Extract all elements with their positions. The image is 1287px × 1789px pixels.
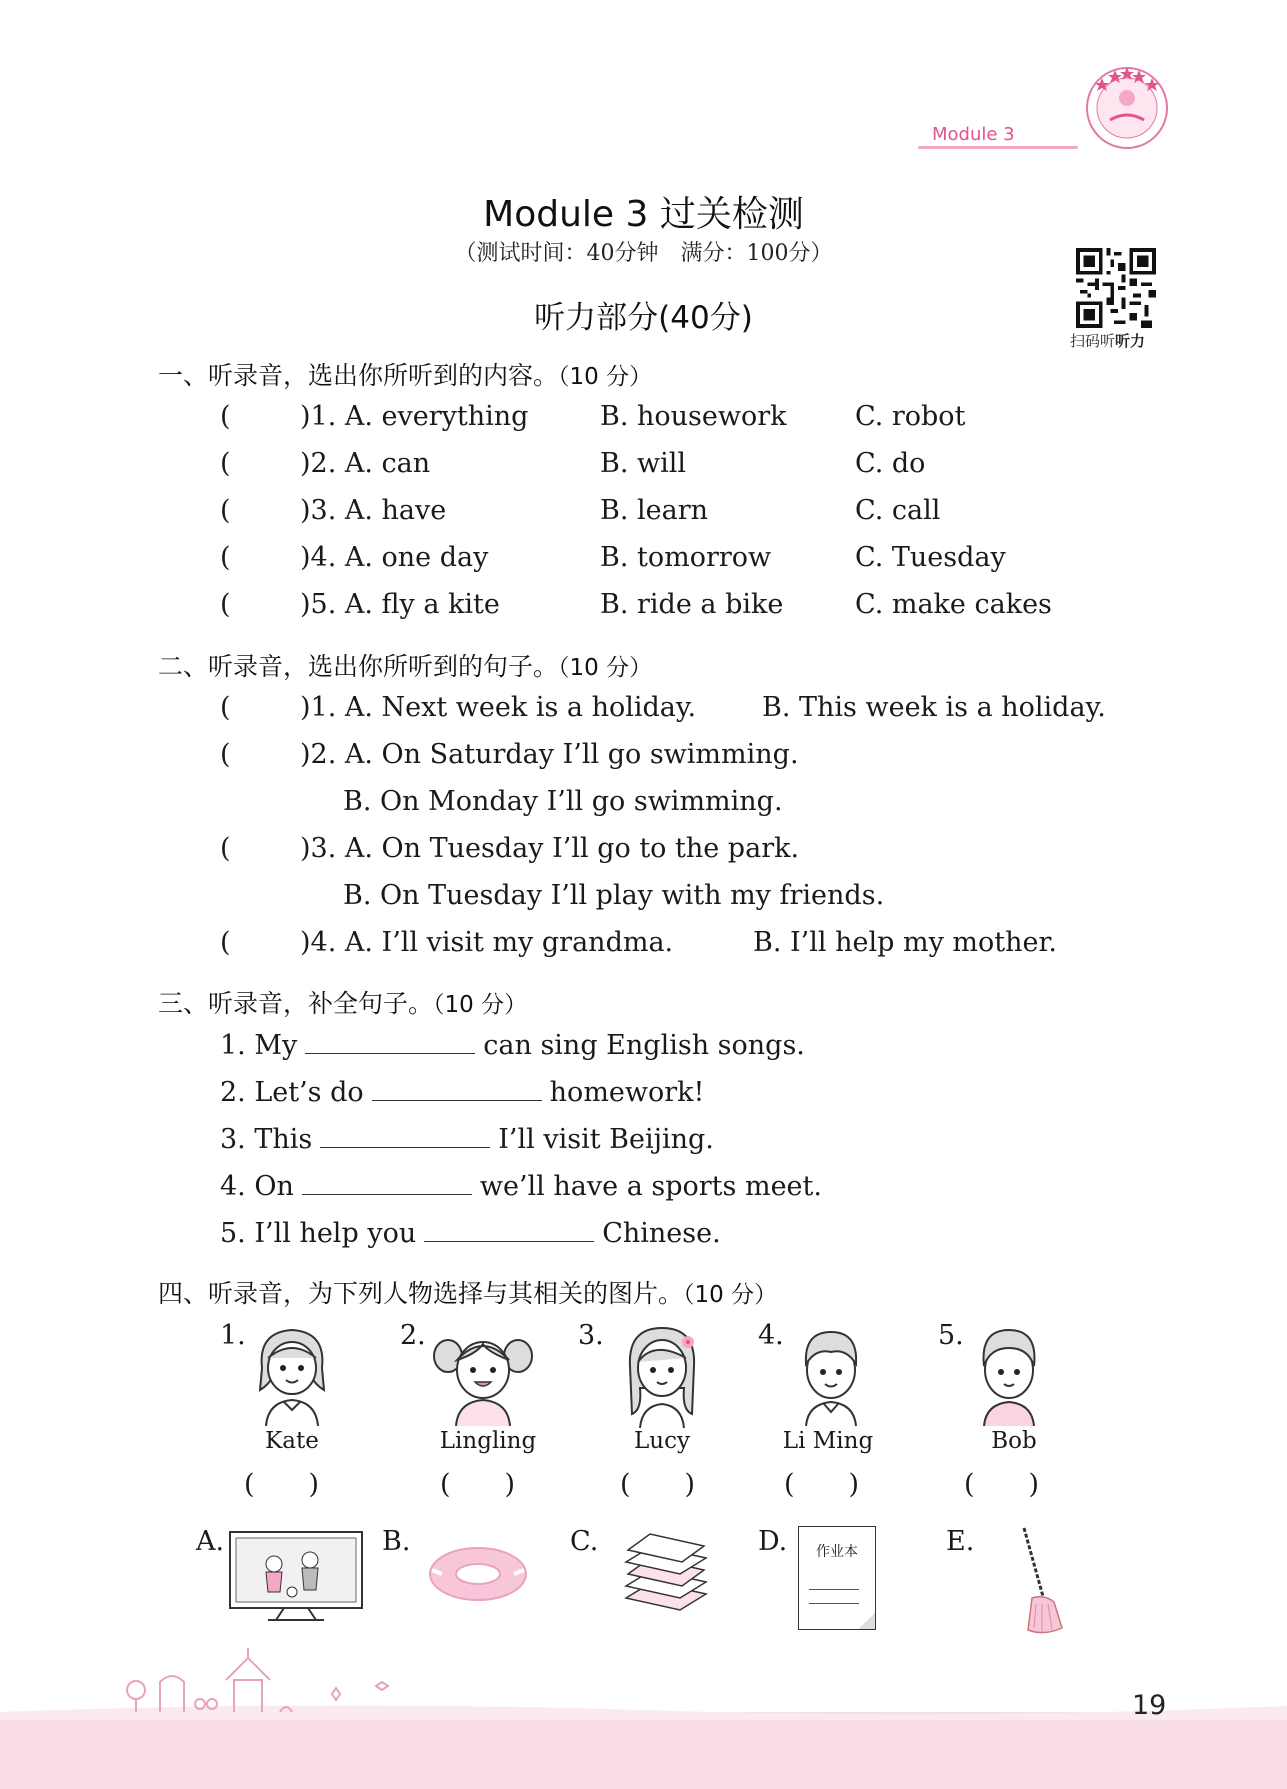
section2-item-2-option-b: B. On Monday I’ll go swimming. xyxy=(343,786,783,817)
page-subtitle: （测试时间：40分钟 满分：100分） xyxy=(454,241,833,266)
section4-heading: 四、听录音，为下列人物选择与其相关的图片。 xyxy=(158,1279,684,1308)
footer-decoration-icon xyxy=(0,1640,1287,1789)
section1-points: （10 分） xyxy=(558,364,653,390)
bob-portrait-icon xyxy=(964,1318,1054,1426)
section2-item-3-option-b: B. On Tuesday I’ll play with my friends. xyxy=(343,880,885,911)
fill-sentence-3-before: 3. This xyxy=(220,1124,313,1155)
picture-b-letter: B. xyxy=(382,1526,411,1557)
kate-portrait-icon xyxy=(244,1318,340,1426)
fill-sentence-5-before: 5. I’ll help you xyxy=(220,1218,417,1249)
part-title: 听力部分(40分) xyxy=(534,300,753,336)
module-tag: Module 3 xyxy=(932,124,1015,145)
person-2-answer-paren[interactable]: ( ) xyxy=(440,1469,516,1500)
fill-sentence-4-before: 4. On xyxy=(220,1171,294,1202)
person-5-number: 5. xyxy=(938,1320,964,1351)
section1-item-5-option-b: B. ride a bike xyxy=(600,589,784,620)
section2-item-2-option-a: )2. A. On Saturday I’ll go swimming. xyxy=(300,739,799,770)
section2-item-3-option-a: )3. A. On Tuesday I’ll go to the park. xyxy=(300,833,800,864)
person-2-name: Lingling xyxy=(439,1428,537,1454)
lucy-portrait-icon xyxy=(614,1318,710,1428)
fill-blank-1[interactable] xyxy=(305,1029,475,1054)
section1-item-4-option-a: )4. A. one day xyxy=(300,542,489,573)
li-ming-portrait-icon xyxy=(786,1318,876,1426)
notebook-icon xyxy=(798,1526,876,1630)
publisher-logo-icon xyxy=(1072,58,1182,158)
notebook-line xyxy=(809,1603,859,1604)
section2-item-3-paren[interactable]: ( xyxy=(220,833,231,864)
section1-item-2-paren[interactable]: ( xyxy=(220,448,231,479)
picture-e-letter: E. xyxy=(946,1526,975,1557)
notebook-line xyxy=(809,1589,859,1590)
section1-title xyxy=(158,356,652,392)
section4-points: （10 分） xyxy=(683,1282,778,1308)
fill-blank-4[interactable] xyxy=(302,1170,472,1195)
person-5-name: Bob xyxy=(991,1428,1037,1454)
section2-item-2-paren[interactable]: ( xyxy=(220,739,231,770)
fill-sentence-3-after: I’ll visit Beijing. xyxy=(498,1124,714,1155)
fill-sentence-5-after: Chinese. xyxy=(602,1218,721,1249)
person-3-name: Lucy xyxy=(634,1428,690,1454)
picture-a-letter: A. xyxy=(196,1526,225,1557)
section1-item-2-option-b: B. will xyxy=(600,448,687,479)
person-4-number: 4. xyxy=(758,1320,784,1351)
picture-c-letter: C. xyxy=(570,1526,599,1557)
fill-sentence-3 xyxy=(220,1123,714,1155)
section1-item-3-option-a: )3. A. have xyxy=(300,495,447,526)
section3-title xyxy=(158,984,527,1020)
person-1-answer-paren[interactable]: ( ) xyxy=(244,1469,320,1500)
lingling-portrait-icon xyxy=(428,1318,538,1426)
section1-item-1-option-c: C. robot xyxy=(855,401,966,432)
fill-sentence-5 xyxy=(220,1217,721,1249)
section3-heading: 三、听录音，补全句子。 xyxy=(158,989,434,1018)
person-2-number: 2. xyxy=(400,1320,426,1351)
section1-item-5-option-a: )5. A. fly a kite xyxy=(300,589,500,620)
section2-item-4-paren[interactable]: ( xyxy=(220,927,231,958)
section1-item-4-option-b: B. tomorrow xyxy=(600,542,772,573)
mop-icon xyxy=(1010,1524,1070,1636)
qr-caption xyxy=(1070,330,1145,351)
fill-sentence-1-before: 1. My xyxy=(220,1030,298,1061)
section1-item-3-option-c: C. call xyxy=(855,495,941,526)
person-3-answer-paren[interactable]: ( ) xyxy=(620,1469,696,1500)
fill-blank-3[interactable] xyxy=(320,1123,490,1148)
section2-item-1-option-b: B. This week is a holiday. xyxy=(762,692,1106,723)
module-tag-underline xyxy=(918,146,1078,149)
section1-item-4-option-c: C. Tuesday xyxy=(855,542,1006,573)
section4-title xyxy=(158,1274,777,1310)
section1-item-1-option-b: B. housework xyxy=(600,401,787,432)
fill-sentence-2 xyxy=(220,1076,704,1108)
tv-icon xyxy=(228,1530,364,1622)
fill-sentence-1-after: can sing English songs. xyxy=(483,1030,805,1061)
section1-item-5-option-c: C. make cakes xyxy=(855,589,1052,620)
fill-sentence-4 xyxy=(220,1170,822,1202)
qr-caption-prefix: 扫码听 xyxy=(1070,332,1116,350)
section2-item-1-paren[interactable]: ( xyxy=(220,692,231,723)
fill-sentence-1 xyxy=(220,1029,805,1061)
section1-item-3-option-b: B. learn xyxy=(600,495,709,526)
fill-sentence-2-before: 2. Let’s do xyxy=(220,1077,364,1108)
page-number: 19 xyxy=(1132,1690,1167,1721)
section2-item-4-option-a: )4. A. I’ll visit my grandma. xyxy=(300,927,674,958)
section1-item-1-option-a: )1. A. everything xyxy=(300,401,529,432)
section2-heading: 二、听录音，选出你所听到的句子。 xyxy=(158,652,559,681)
fill-sentence-4-after: we’ll have a sports meet. xyxy=(479,1171,822,1202)
section1-item-2-option-a: )2. A. can xyxy=(300,448,431,479)
section1-item-4-paren[interactable]: ( xyxy=(220,542,231,573)
section1-item-2-option-c: C. do xyxy=(855,448,926,479)
swim-ring-icon xyxy=(420,1540,536,1606)
page-title: Module 3 过关检测 xyxy=(483,194,804,235)
picture-d-letter: D. xyxy=(758,1526,788,1557)
section1-item-5-paren[interactable]: ( xyxy=(220,589,231,620)
qr-code-icon[interactable] xyxy=(1076,248,1156,328)
section1-item-3-paren[interactable]: ( xyxy=(220,495,231,526)
section2-title xyxy=(158,647,652,683)
notebook-corner xyxy=(859,1613,875,1629)
person-4-answer-paren[interactable]: ( ) xyxy=(784,1469,860,1500)
notebook-label: 作业本 xyxy=(816,1544,858,1560)
fill-sentence-2-after: homework! xyxy=(549,1077,705,1108)
section3-points: （10 分） xyxy=(433,992,528,1018)
person-1-number: 1. xyxy=(220,1320,246,1351)
books-icon xyxy=(620,1528,712,1620)
fill-blank-2[interactable] xyxy=(372,1076,542,1101)
person-3-number: 3. xyxy=(578,1320,604,1351)
section2-points: （10 分） xyxy=(558,655,653,681)
section2-item-4-option-b: B. I’ll help my mother. xyxy=(753,927,1058,958)
person-4-name: Li Ming xyxy=(782,1428,874,1454)
section2-item-1-option-a: )1. A. Next week is a holiday. xyxy=(300,692,697,723)
section1-item-1-paren[interactable]: ( xyxy=(220,401,231,432)
person-5-answer-paren[interactable]: ( ) xyxy=(964,1469,1040,1500)
qr-caption-bold: 听力 xyxy=(1115,332,1146,350)
person-1-name: Kate xyxy=(265,1428,319,1454)
section1-heading: 一、听录音，选出你所听到的内容。 xyxy=(158,361,559,390)
fill-blank-5[interactable] xyxy=(424,1217,594,1242)
